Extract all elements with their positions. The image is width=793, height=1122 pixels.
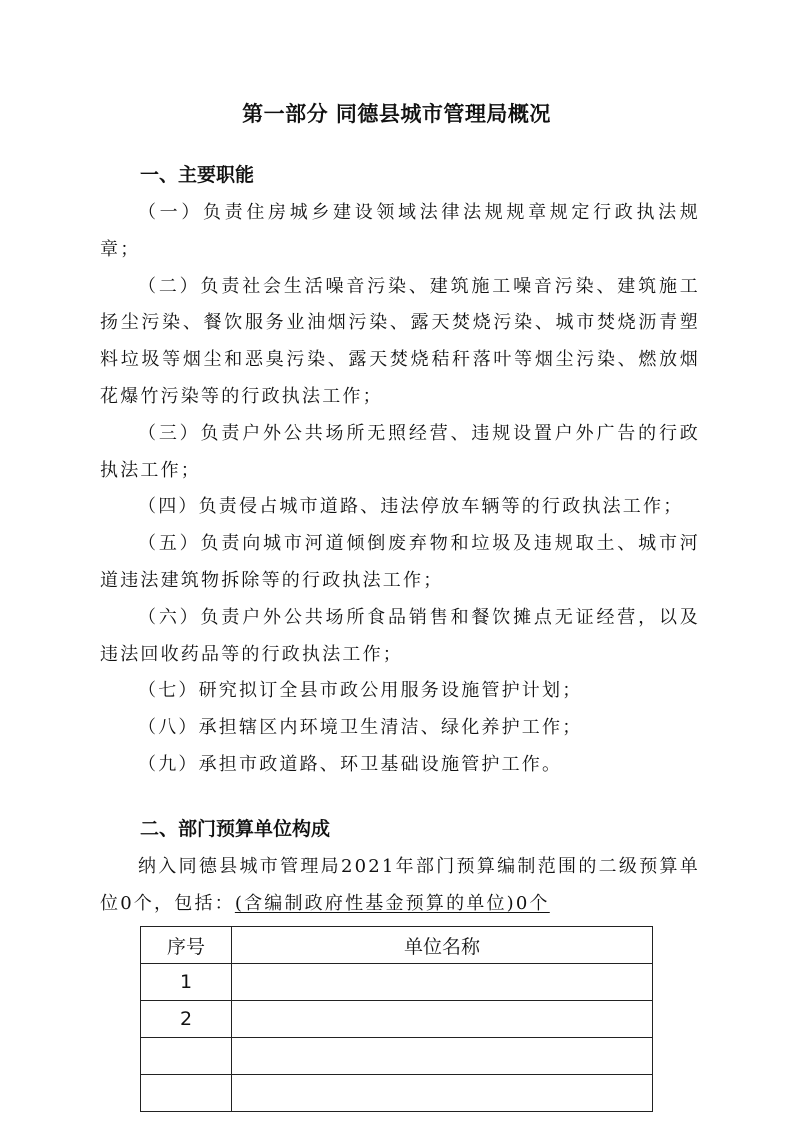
section-heading-budget-units: 二、部门预算单位构成 [140, 818, 331, 840]
function-item: （六）负责户外公共场所食品销售和餐饮摊点无证经营，以及违法回收药品等的行政执法工作； [100, 606, 700, 665]
function-item: （四）负责侵占城市道路、违法停放车辆等的行政执法工作； [138, 496, 684, 518]
column-header-unit-name: 单位名称 [232, 927, 653, 964]
table-cell-unit-name [232, 1075, 653, 1112]
function-item: （一）负责住房城乡建设领域法律法规规章规定行政执法规章； [100, 202, 700, 260]
column-header-number: 序号 [141, 927, 232, 964]
budget-units-underlined-text: (含编制政府性基金预算的单位)0个 [234, 892, 550, 914]
budget-units-table [140, 926, 653, 1112]
page-title: 第一部分 同德县城市管理局概况 [242, 102, 551, 126]
table-row [141, 1038, 653, 1075]
table-cell-number [141, 1038, 232, 1075]
table-row [141, 1001, 653, 1038]
budget-units-paragraph [100, 849, 700, 923]
function-item: （九）承担市政道路、环卫基础设施管护工作。 [138, 753, 563, 775]
function-item: （五）负责向城市河道倾倒废弃物和垃圾及违规取土、城市河道违法建筑物拆除等的行政执法工作； [100, 533, 700, 591]
functions-list [100, 195, 700, 784]
table-header-row [141, 927, 653, 964]
budget-units-main-text: 纳入同德县城市管理局2021年部门预算编制范围的二级预算单位0个，包括： [100, 856, 700, 914]
table-cell-number [141, 1075, 232, 1112]
function-item: （三）负责户外公共场所无照经营、违规设置户外广告的行政执法工作； [100, 422, 700, 481]
function-item: （八）承担辖区内环境卫生清洁、绿化养护工作； [138, 717, 583, 739]
table-row [141, 964, 653, 1001]
function-item: （二）负责社会生活噪音污染、建筑施工噪音污染、建筑施工扬尘污染、餐饮服务业油烟污染、露天焚烧污染、城市焚烧沥青塑料垃圾等烟尘和恶臭污染、露天焚烧秸秆落叶等烟尘污染、燃放烟花爆竹污染等的行政执法工作； [100, 275, 700, 407]
table-cell-unit-name [232, 964, 653, 1001]
table-cell-unit-name [232, 1038, 653, 1075]
table-row [141, 1075, 653, 1112]
function-item: （七）研究拟订全县市政公用服务设施管护计划； [138, 680, 583, 702]
table-cell-number: 2 [141, 1001, 232, 1038]
table-cell-unit-name [232, 1001, 653, 1038]
table-cell-number: 1 [141, 964, 232, 1001]
budget-units-text [100, 849, 700, 923]
section-heading-main-functions: 一、主要职能 [140, 164, 255, 186]
